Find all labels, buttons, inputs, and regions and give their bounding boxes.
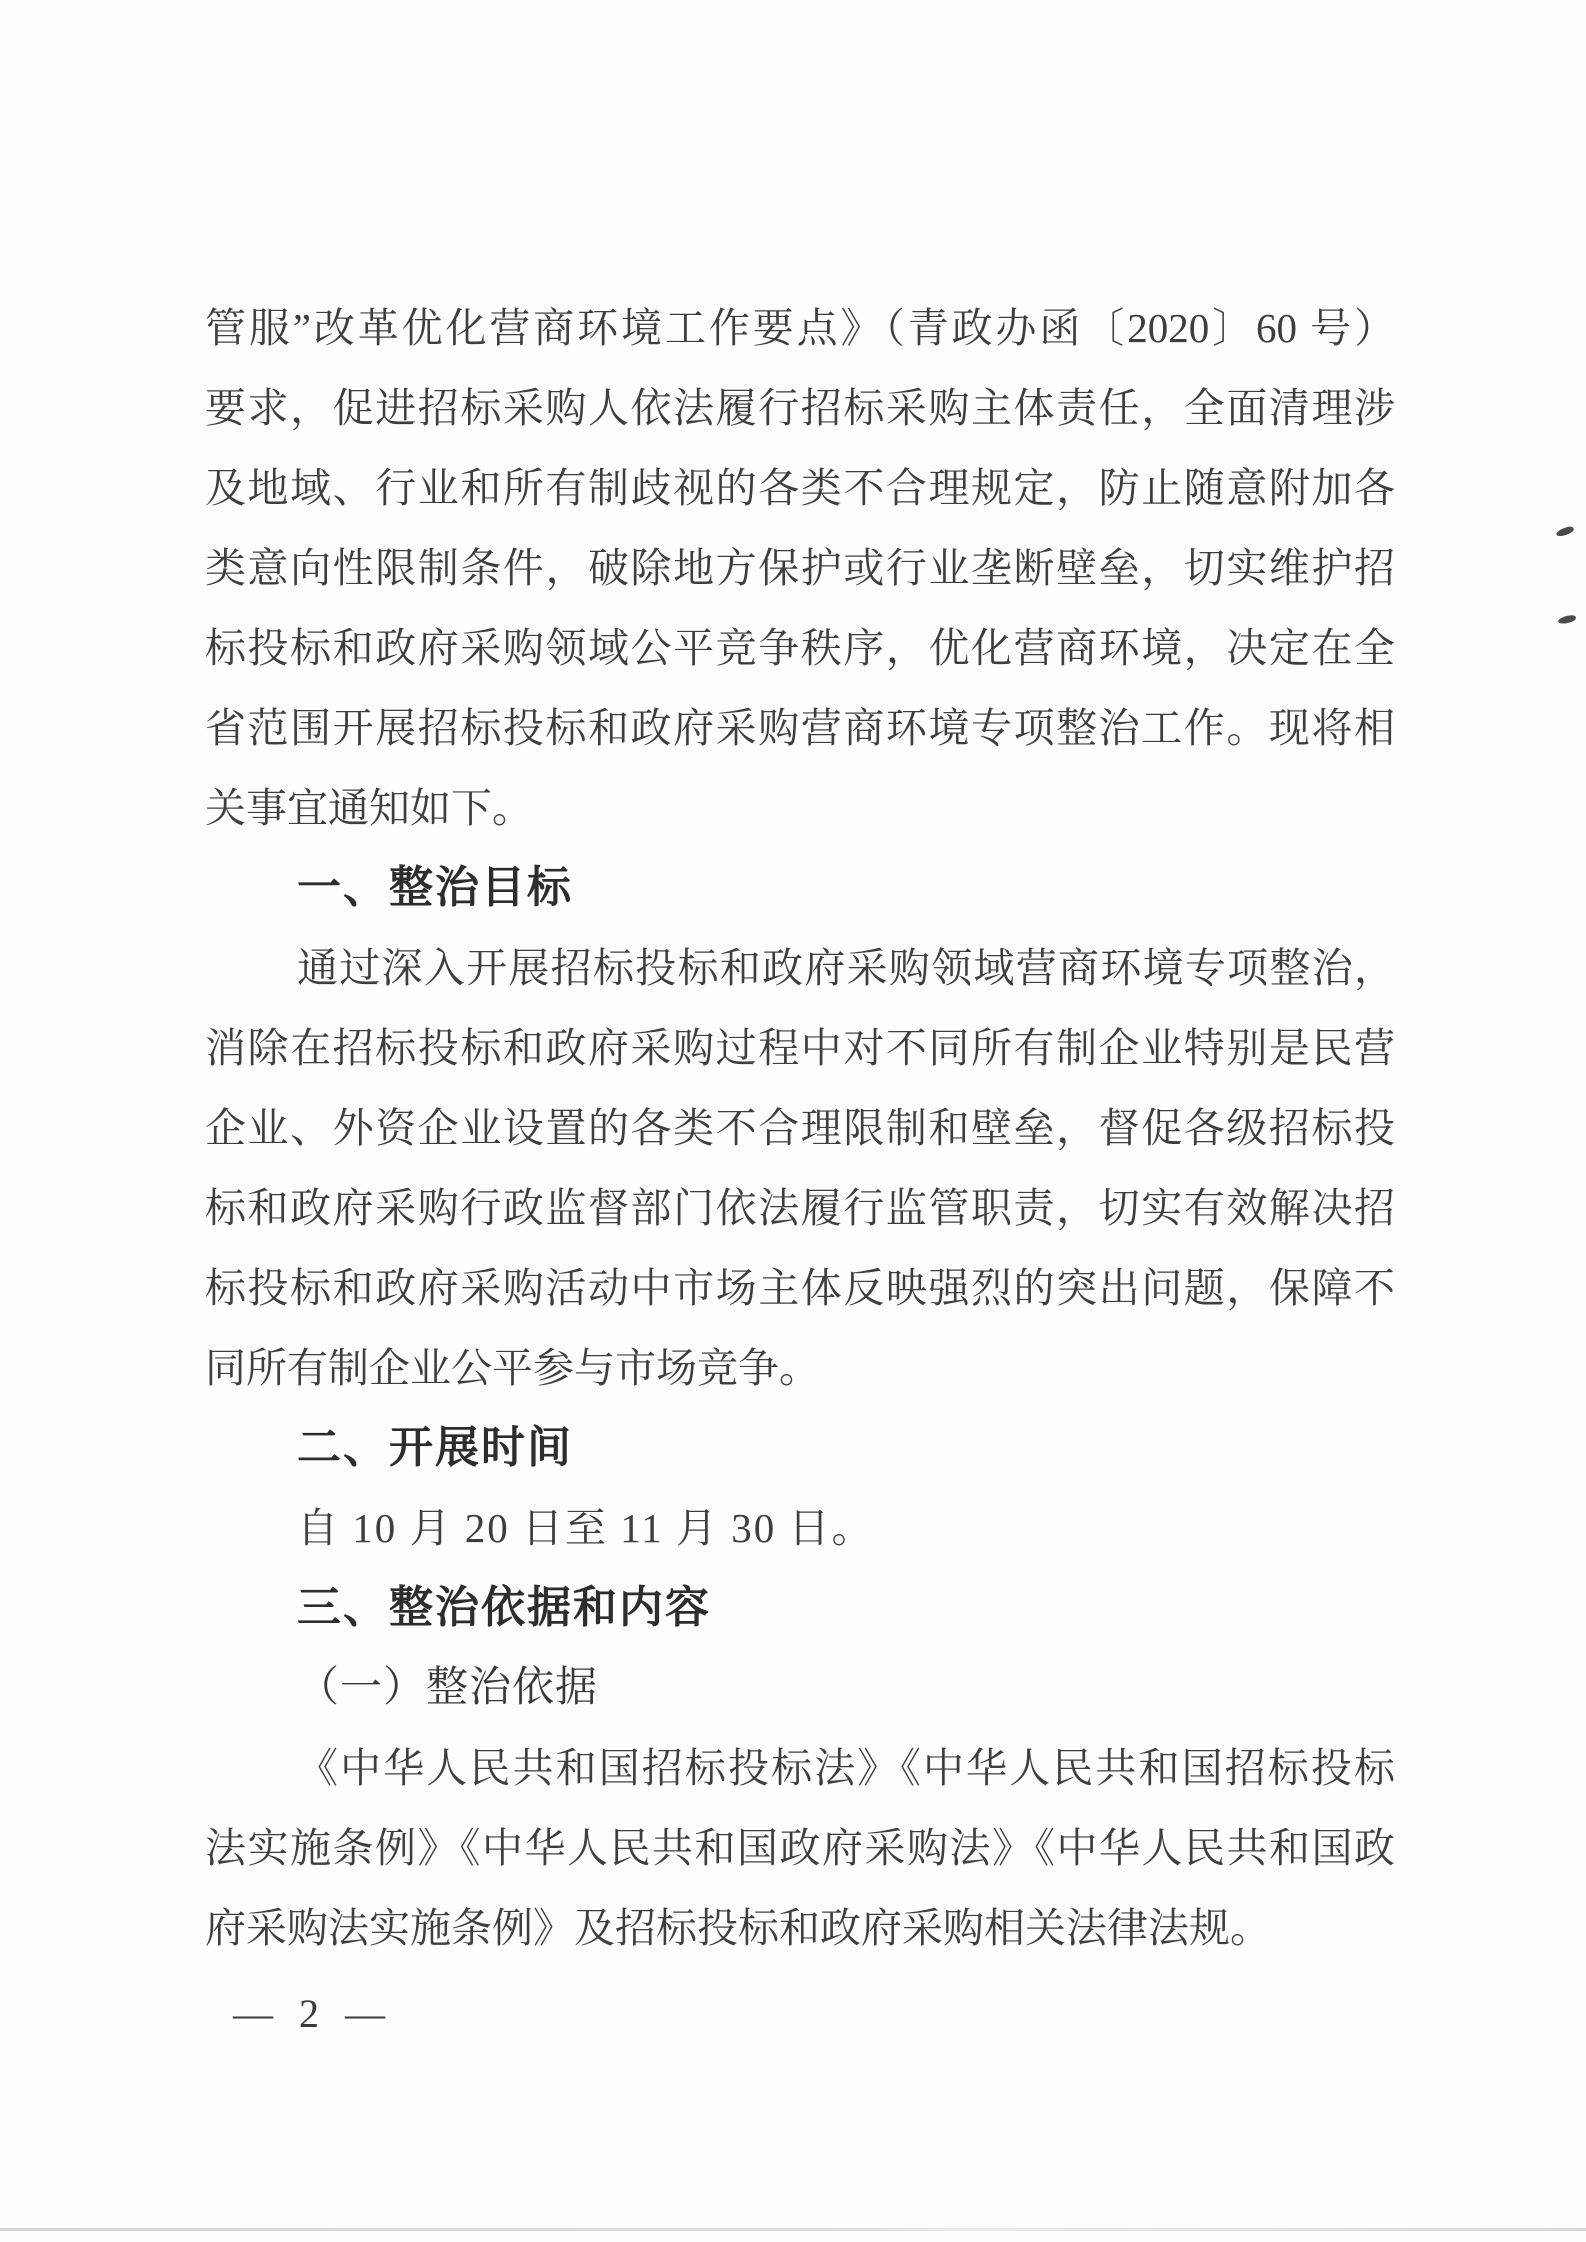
body-line: 类意向性限制条件，破除地方保护或行业垄断壁垒，切实维护招 [205, 545, 1395, 591]
body-line: 管服”改革优化营商环境工作要点》（青政办函〔2020〕60 号） [205, 305, 1395, 351]
section-heading-2: 二、开展时间 [297, 1423, 573, 1472]
body-line: 通过深入开展招标投标和政府采购领域营商环境专项整治， [297, 945, 1395, 991]
section-heading-1: 一、整治目标 [297, 863, 573, 912]
body-line: 企业、外资企业设置的各类不合理限制和壁垒，督促各级招标投 [205, 1105, 1395, 1151]
paper-edge-shadow [0, 2228, 1586, 2231]
page-number: — 2 — [233, 1991, 393, 2036]
body-line: 要求，促进招标采购人依法履行招标采购主体责任，全面清理涉 [205, 385, 1395, 431]
body-line: 省范围开展招标投标和政府采购营商环境专项整治工作。现将相 [205, 705, 1395, 751]
body-line: 自 10 月 20 日至 11 月 30 日。 [297, 1505, 875, 1551]
body-line: 同所有制企业公平参与市场竞争。 [205, 1345, 820, 1391]
body-line: 府采购法实施条例》及招标投标和政府采购相关法律法规。 [205, 1905, 1271, 1951]
body-line: 法实施条例》《中华人民共和国政府采购法》《中华人民共和国政 [205, 1825, 1395, 1871]
body-line: 关事宜通知如下。 [205, 785, 533, 831]
ink-mark [1557, 614, 1576, 625]
section-heading-3: 三、整治依据和内容 [297, 1583, 711, 1632]
body-line: 标和政府采购行政监督部门依法履行监管职责，切实有效解决招 [205, 1185, 1395, 1231]
subsection-heading: （一）整治依据 [297, 1665, 599, 1711]
body-line: 标投标和政府采购活动中市场主体反映强烈的突出问题，保障不 [205, 1265, 1395, 1311]
body-line: 及地域、行业和所有制歧视的各类不合理规定，防止随意附加各 [205, 465, 1395, 511]
body-line: 标投标和政府采购领域公平竞争秩序，优化营商环境，决定在全 [205, 625, 1395, 671]
body-line: 消除在招标投标和政府采购过程中对不同所有制企业特别是民营 [205, 1025, 1395, 1071]
body-line: 《中华人民共和国招标投标法》《中华人民共和国招标投标 [297, 1745, 1395, 1791]
document-text-block [205, 288, 1395, 1968]
ink-mark [1555, 525, 1574, 537]
